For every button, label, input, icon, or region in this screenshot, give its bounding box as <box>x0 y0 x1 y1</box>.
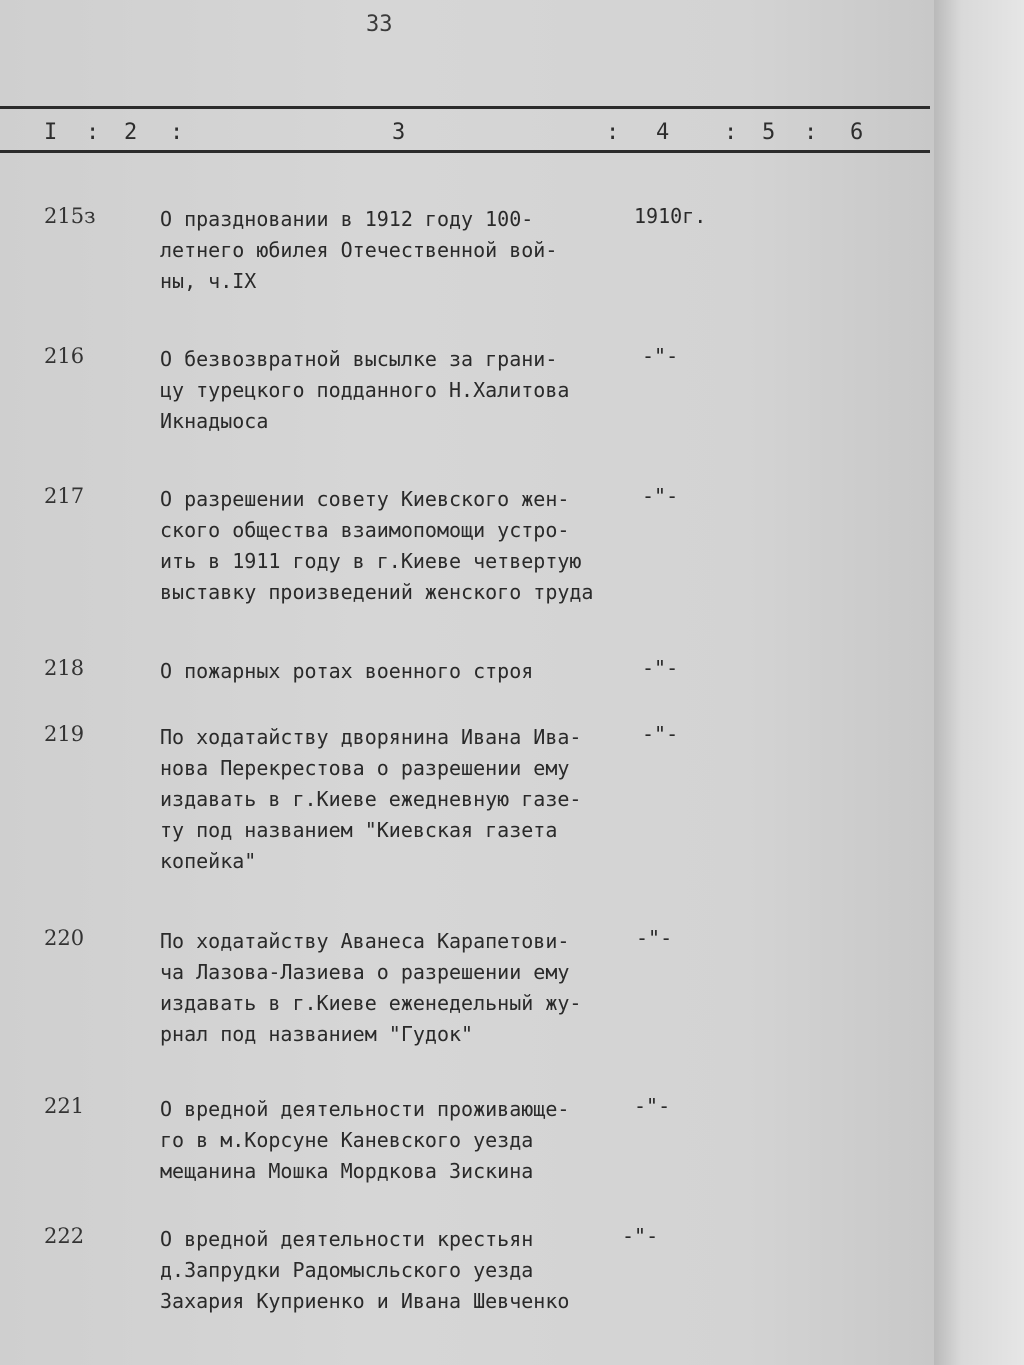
column-separator: : <box>606 120 620 145</box>
entry-title-line: О безвозвратной высылке за грани- <box>160 347 558 371</box>
entry-title-line: ны, ч.IX <box>160 269 257 293</box>
entry-date: -"- <box>642 484 679 508</box>
entry-title-line: ского общества взаимопомощи устро- <box>160 518 570 542</box>
entry-title-line: выставку произведений женского труда <box>160 580 594 604</box>
column-header-5: 5 <box>762 120 776 145</box>
header-bottom-rule <box>0 150 930 153</box>
entry-title-line: О вредной деятельности крестьян <box>160 1227 534 1251</box>
entry-title-line: издавать в г.Киеве еженедельный жу- <box>160 991 582 1015</box>
entry-title-line: Захария Куприенко и Ивана Шевченко <box>160 1289 570 1313</box>
entry-title-line: издавать в г.Киеве ежедневную газе- <box>160 787 582 811</box>
entry-date: -"- <box>642 344 679 368</box>
column-separator: : <box>724 120 738 145</box>
entry-number: 216 <box>44 344 85 368</box>
entry-title-line: О вредной деятельности проживающе- <box>160 1097 570 1121</box>
entry-title-line: По ходатайству дворянина Ивана Ива- <box>160 725 582 749</box>
entry-date: -"- <box>634 1094 671 1118</box>
column-separator: : <box>86 120 100 145</box>
column-header-1: I <box>44 120 58 145</box>
entry-number: 217 <box>44 484 85 508</box>
entry-number: 220 <box>44 926 85 950</box>
entry-title-line: ту под названием "Киевская газета <box>160 818 558 842</box>
entry-number: 222 <box>44 1224 85 1248</box>
entry-title-line: д.Запрудки Радомысльского уезда <box>160 1258 534 1282</box>
entry-date: -"- <box>636 926 673 950</box>
entry-title-line: рнал под названием "Гудок" <box>160 1022 474 1046</box>
column-header-6: 6 <box>850 120 864 145</box>
column-separator: : <box>804 120 818 145</box>
entry-number: 215з <box>44 204 96 228</box>
entry-title <box>160 722 640 877</box>
entry-title <box>160 1094 640 1187</box>
entry-title-line: копейка" <box>160 849 257 873</box>
page-number: 33 <box>366 12 393 37</box>
entry-title-line: О разрешении совету Киевского жен- <box>160 487 570 511</box>
column-header-3: 3 <box>392 120 406 145</box>
entry-title-line: О праздновании в 1912 году 100- <box>160 207 534 231</box>
entry-number: 218 <box>44 656 85 680</box>
entry-title-line: ча Лазова-Лазиева о разрешении ему <box>160 960 570 984</box>
entry-number: 219 <box>44 722 85 746</box>
entry-title-line: мещанина Мошка Мордкова Зискина <box>160 1159 534 1183</box>
entry-title-line: нова Перекрестова о разрешении ему <box>160 756 570 780</box>
entry-title <box>160 1224 640 1317</box>
entry-date: 1910г. <box>634 204 707 228</box>
entry-title <box>160 656 640 687</box>
entry-title <box>160 484 640 608</box>
entry-title <box>160 344 640 437</box>
column-header-2: 2 <box>124 120 138 145</box>
page-edge-shadow <box>934 0 1024 1365</box>
entry-title-line: По ходатайству Аванеса Карапетови- <box>160 929 570 953</box>
entry-date: -"- <box>642 656 679 680</box>
entry-number: 221 <box>44 1094 85 1118</box>
column-separator: : <box>170 120 184 145</box>
entry-title-line: го в м.Корсуне Каневского уезда <box>160 1128 534 1152</box>
entry-title <box>160 204 640 297</box>
entry-title-line: О пожарных ротах военного строя <box>160 659 534 683</box>
entry-title <box>160 926 640 1050</box>
entry-date: -"- <box>642 722 679 746</box>
header-top-rule <box>0 106 930 109</box>
entry-title-line: цу турецкого подданного Н.Халитова <box>160 378 570 402</box>
entry-title-line: ить в 1911 году в г.Киеве четвертую <box>160 549 582 573</box>
entry-date: -"- <box>622 1224 659 1248</box>
entry-title-line: летнего юбилея Отечественной вой- <box>160 238 558 262</box>
entry-title-line: Икнадыоса <box>160 409 269 433</box>
column-header-4: 4 <box>656 120 670 145</box>
